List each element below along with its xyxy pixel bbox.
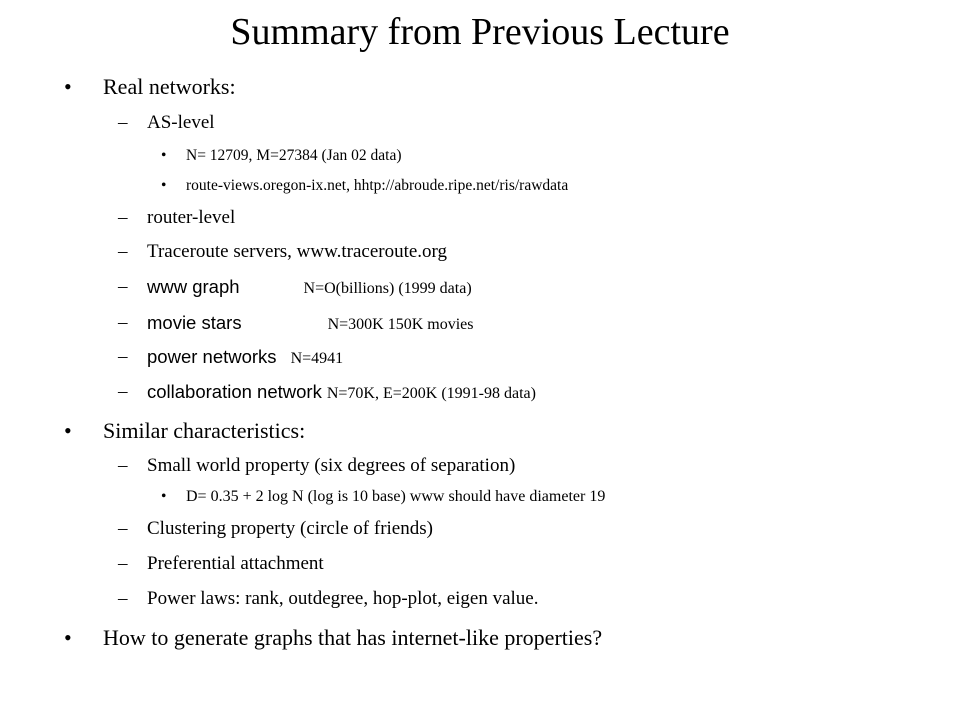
item-clustering: Clustering property (circle of friends)	[147, 518, 433, 539]
www-graph-note: N=O(billions) (1999 data)	[303, 280, 472, 297]
bullet-similar: Similar characteristics:	[103, 418, 306, 443]
item-collaboration	[147, 381, 536, 403]
collaboration-note: N=70K, E=200K (1991-98 data)	[326, 385, 536, 402]
power-networks-note: N=4941	[290, 350, 344, 367]
collaboration-label: collaboration network	[147, 381, 322, 402]
dash-marker: –	[118, 276, 128, 297]
item-as-sources: route-views.oregon-ix.net, hhtp://abroude.ripe.net/ris/rawdata	[186, 177, 569, 194]
dash-marker: –	[118, 588, 128, 609]
bullet-marker: •	[64, 625, 72, 650]
dash-marker: –	[118, 312, 128, 333]
dash-marker: –	[118, 518, 128, 539]
item-power-networks	[147, 346, 343, 368]
bullet-question: How to generate graphs that has internet-like properties?	[103, 625, 603, 650]
item-small-world: Small world property (six degrees of separation)	[147, 455, 516, 476]
dash-marker: –	[118, 455, 128, 476]
dash-marker: –	[118, 241, 128, 262]
item-traceroute: Traceroute servers, www.traceroute.org	[147, 241, 448, 262]
movie-stars-label: movie stars	[147, 312, 242, 333]
dash-marker: –	[118, 207, 128, 228]
movie-stars-note: N=300K 150K movies	[327, 316, 474, 333]
dash-marker: –	[118, 346, 128, 367]
item-preferential: Preferential attachment	[147, 553, 324, 574]
item-as-data: N= 12709, M=27384 (Jan 02 data)	[186, 147, 402, 164]
bullet-marker: •	[64, 74, 72, 99]
bullet-marker: •	[161, 488, 167, 505]
www-graph-label: www graph	[147, 276, 240, 297]
bullet-real-networks: Real networks:	[103, 74, 236, 99]
bullet-marker: •	[64, 418, 72, 443]
dash-marker: –	[118, 112, 128, 133]
item-power-laws: Power laws: rank, outdegree, hop-plot, eigen value.	[147, 588, 539, 609]
power-networks-label: power networks	[147, 346, 277, 367]
item-movie-stars	[147, 312, 473, 334]
dash-marker: –	[118, 381, 128, 402]
item-small-world-formula: D= 0.35 + 2 log N (log is 10 base) www should have diameter 19	[186, 488, 606, 505]
bullet-marker: •	[161, 147, 167, 164]
slide-title: Summary from Previous Lecture	[230, 11, 730, 53]
dash-marker: –	[118, 553, 128, 574]
item-as-level: AS-level	[147, 112, 215, 133]
item-www-graph	[147, 276, 472, 298]
item-router-level: router-level	[147, 207, 236, 228]
bullet-marker: •	[161, 177, 167, 194]
